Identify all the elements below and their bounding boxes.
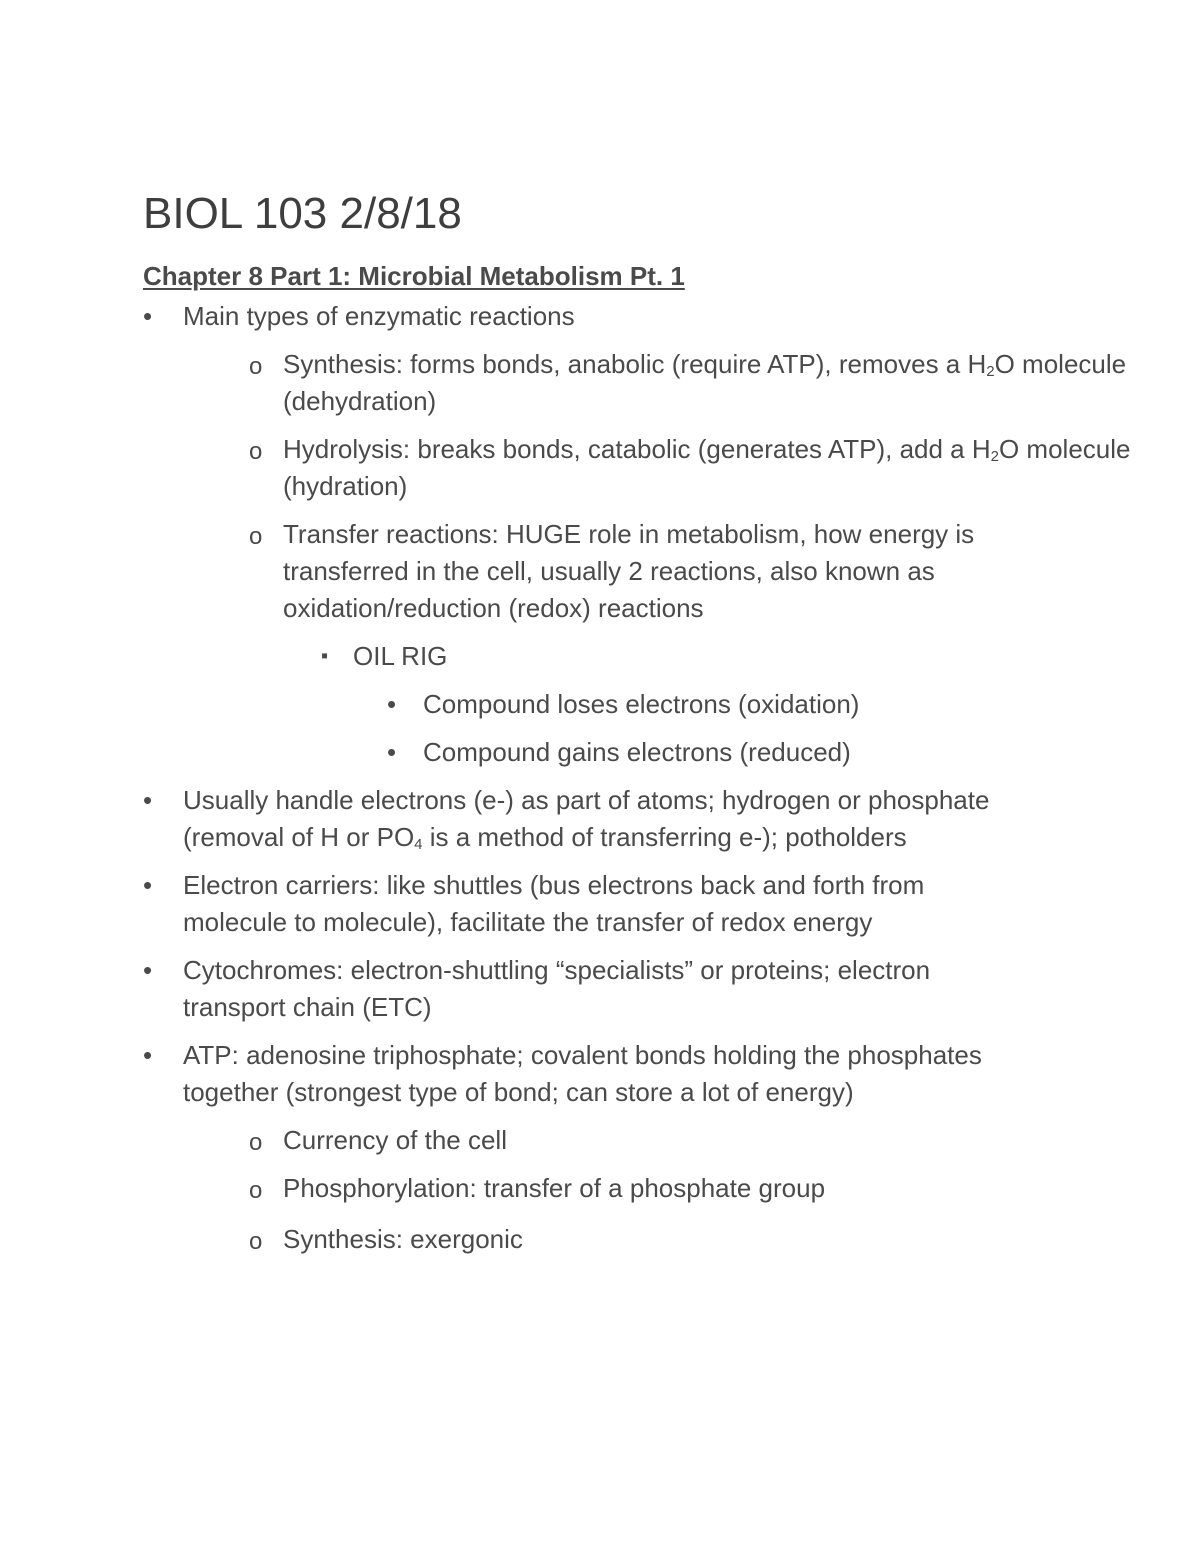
bullet-icon: • xyxy=(143,870,153,900)
list-item-text xyxy=(183,782,1023,856)
list-item-text: Transfer reactions: HUGE role in metabolism, how energy is transferred in the cell, usually 2 reactions, also known as oxidation/reduction (redox) reactions xyxy=(283,519,975,623)
list-item-text: Compound gains electrons (reduced) xyxy=(423,737,851,767)
circle-bullet-icon: o xyxy=(249,438,263,465)
list-item-text xyxy=(283,346,1163,420)
circle-bullet-icon: o xyxy=(249,523,263,550)
subscript: 2 xyxy=(986,363,995,380)
square-bullet-icon: ▪ xyxy=(321,645,329,667)
list-item xyxy=(143,867,1200,941)
bullet-icon: • xyxy=(143,301,153,331)
list-item xyxy=(143,782,1200,856)
bullet-icon: • xyxy=(143,955,153,985)
list-item xyxy=(249,1221,1200,1258)
list-item-text: Synthesis: exergonic xyxy=(283,1224,523,1254)
list-item xyxy=(321,638,1200,675)
subscript: 4 xyxy=(414,836,423,853)
text-segment: O molecule (hydration) xyxy=(283,434,1131,501)
text-segment: is a method of transferring e-); potholders xyxy=(422,822,907,852)
list-item-text xyxy=(283,431,1163,505)
list-item xyxy=(143,1037,1200,1111)
list-item-text: ATP: adenosine triphosphate; covalent bonds holding the phosphates together (strongest type of bond; can store a lot of energy) xyxy=(183,1040,982,1107)
bullet-icon: • xyxy=(387,737,397,767)
list-item xyxy=(143,952,1200,1026)
list-item xyxy=(249,516,1200,627)
list-item-text: Currency of the cell xyxy=(283,1125,507,1155)
text-segment: O molecule (dehydration) xyxy=(283,349,1127,416)
list-item xyxy=(249,431,1200,505)
circle-bullet-icon: o xyxy=(249,353,263,380)
page-title: BIOL 103 2/8/18 xyxy=(143,189,462,238)
text-segment: Hydrolysis: breaks bonds, catabolic (generates ATP), add a H xyxy=(283,434,991,464)
list-item xyxy=(249,346,1200,420)
list-item xyxy=(249,1122,1200,1159)
text-segment: Synthesis: forms bonds, anabolic (require ATP), removes a H xyxy=(283,349,987,379)
list-item-text: OIL RIG xyxy=(353,641,448,671)
list-item-text: Compound loses electrons (oxidation) xyxy=(423,689,860,719)
bullet-icon: • xyxy=(387,689,397,719)
list-item-text: Electron carriers: like shuttles (bus electrons back and forth from molecule to molecule), facilitate the transfer of redox energy xyxy=(183,870,925,937)
list-item-text: Main types of enzymatic reactions xyxy=(183,301,575,331)
bullet-icon: • xyxy=(143,1040,153,1070)
list-item xyxy=(249,1170,1200,1207)
chapter-heading: Chapter 8 Part 1: Microbial Metabolism Pt. 1 xyxy=(143,261,685,291)
circle-bullet-icon: o xyxy=(249,1177,263,1204)
list-item xyxy=(387,686,1200,723)
list-item xyxy=(143,298,1200,335)
list-item-text: Phosphorylation: transfer of a phosphate group xyxy=(283,1173,826,1203)
bullet-icon: • xyxy=(143,785,153,815)
subscript: 2 xyxy=(990,448,999,465)
notes-list xyxy=(143,298,1200,1258)
list-item-text: Cytochromes: electron-shuttling “specialists” or proteins; electron transport chain (ETC) xyxy=(183,955,931,1022)
list-item xyxy=(387,734,1200,771)
circle-bullet-icon: o xyxy=(249,1129,263,1156)
circle-bullet-icon: o xyxy=(249,1228,263,1255)
text-segment: Usually handle electrons (e-) as part of atoms; hydrogen or phosphate (removal of H or PO xyxy=(183,785,990,852)
